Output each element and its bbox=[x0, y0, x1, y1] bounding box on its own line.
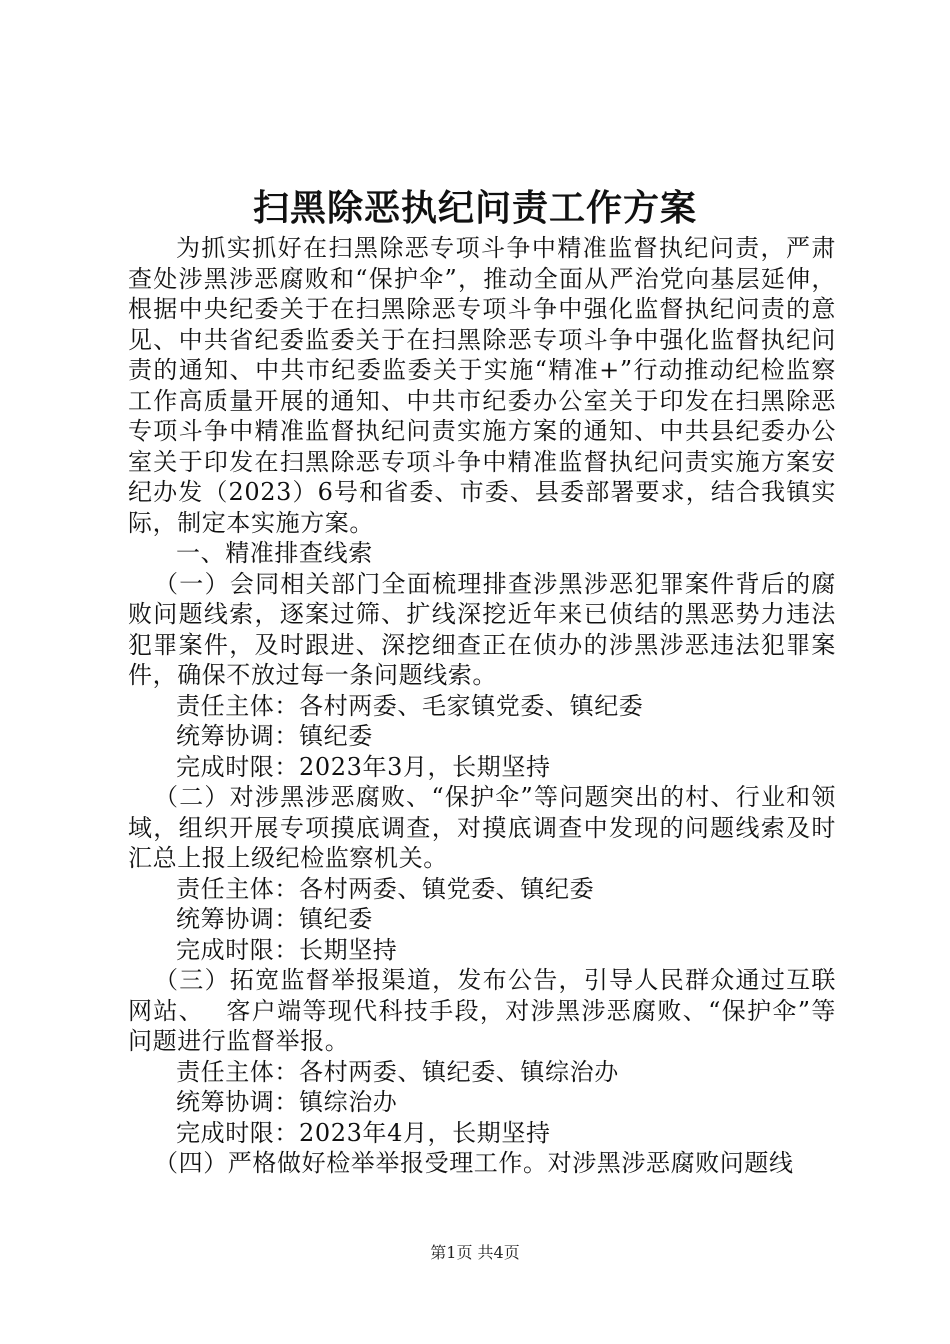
coordination-line: 统筹协调：镇纪委 bbox=[176, 722, 373, 750]
document-body bbox=[128, 233, 836, 1179]
deadline-line: 完成时限：长期坚持 bbox=[176, 935, 398, 964]
item-paragraph: （三）拓宽监督举报渠道，发布公告，引导人民群众通过互联网站、 客户端等现代科技手段，对涉黑涉恶腐败、“保护伞”等问题进行监督举报。 bbox=[128, 966, 836, 1055]
section-heading: 一、精准排查线索 bbox=[176, 539, 373, 567]
responsible-line: 责任主体：各村两委、镇纪委、镇综治办 bbox=[176, 1057, 619, 1086]
responsible-line: 责任主体：各村两委、毛家镇党委、镇纪委 bbox=[176, 691, 644, 720]
deadline-line: 完成时限：2023年4月，长期坚持 bbox=[176, 1118, 551, 1147]
coordination-line: 统筹协调：镇纪委 bbox=[176, 905, 373, 933]
document-title: 扫黑除恶执纪问责工作方案 bbox=[252, 187, 697, 229]
item-paragraph: （一）会同相关部门全面梳理排查涉黑涉恶犯罪案件背后的腐败问题线索，逐案过筛、扩线深挖近年来已侦结的黑恶势力违法犯罪案件，及时跟进、深挖细查正在侦办的涉黑涉恶违法犯罪案件，确保不放过每一条问题线索。 bbox=[128, 569, 836, 689]
item-paragraph: （二）对涉黑涉恶腐败、“保护伞”等问题突出的村、行业和领域，组织开展专项摸底调查，对摸底调查中发现的问题线索及时汇总上报上级纪检监察机关。 bbox=[128, 783, 836, 872]
item-paragraph: （四）严格做好检举举报受理工作。对涉黑涉恶腐败问题线 bbox=[154, 1149, 794, 1177]
responsible-line: 责任主体：各村两委、镇党委、镇纪委 bbox=[176, 874, 595, 903]
intro-paragraph: 为抓实抓好在扫黑除恶专项斗争中精准监督执纪问责，严肃查处涉黑涉恶腐败和“保护伞”，推动全面从严治党向基层延伸，根据中央纪委关于在扫黑除恶专项斗争中强化监督执纪问责的意见、中共省纪委监委关于在扫黑除恶专项斗争中强化监督执纪问责的通知、中共市纪委监委关于实施“精准+”行动推动纪检监察工作高质量开展的通知、中共市纪委办公室关于印发在扫黑除恶专项斗争中精准监督执纪问责实施方案的通知、中共县纪委办公室关于印发在扫黑除恶专项斗争中精准监督执纪问责实施方案安纪办发（2023）6号和省委、市委、县委部署要求，结合我镇实际，制定本实施方案。 bbox=[128, 234, 836, 537]
coordination-line: 统筹协调：镇综治办 bbox=[176, 1088, 398, 1116]
deadline-line: 完成时限：2023年3月，长期坚持 bbox=[176, 752, 551, 781]
page-footer: 第1页 共4页 bbox=[430, 1243, 520, 1262]
